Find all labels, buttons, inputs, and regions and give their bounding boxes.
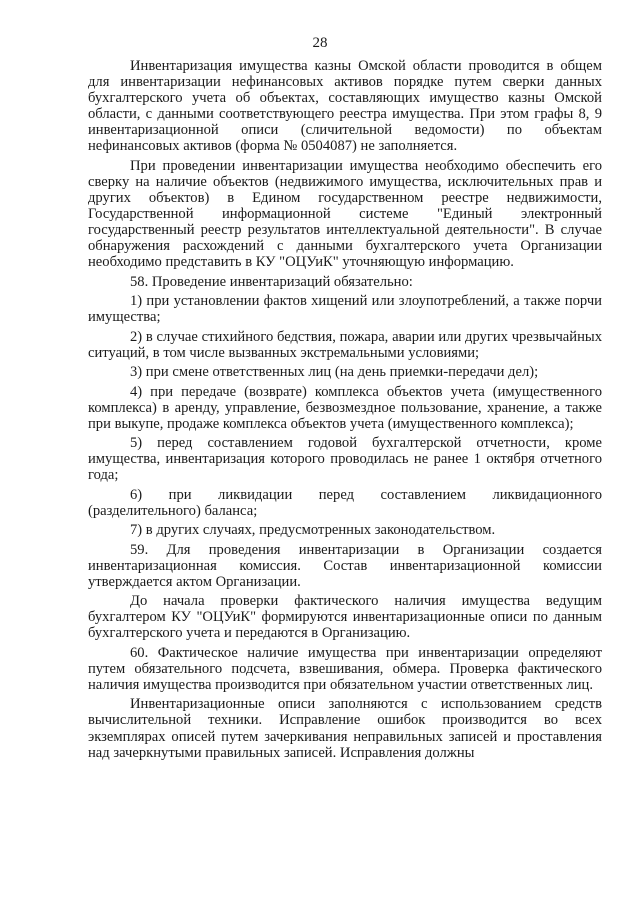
page-number: 28 (312, 35, 328, 51)
paragraph-registry-reconciliation: При проведении инвентаризации имущества необходимо обеспечить его сверку на наличие объектов (недвижимого имущества, исключительных прав и других объектов) в Едином государственном реестре недвижимости, Государственной информационной системе "Единый электронный государственный реестр результатов интеллектуальной деятельности". В случае обнаружения расхождений с данными бухгалтерского учета Организации необходимо представить в КУ "ОЦУиК" уточняющую информацию. (88, 157, 602, 271)
list-item-58-5: 5) перед составлением годовой бухгалтерской отчетности, кроме имущества, инвентаризация которого проводилась не ранее 1 октября отчетного года; (88, 435, 602, 484)
paragraph-60: 60. Фактическое наличие имущества при инвентаризации определяют путем обязательного подсчета, взвешивания, обмера. Проверка фактического наличия имущества производится при обязательном участии ответственных лиц. (88, 644, 602, 693)
paragraph-58-heading: 58. Проведение инвентаризаций обязательно: (130, 273, 413, 290)
document-body (88, 58, 602, 764)
list-item-58-3: 3) при смене ответственных лиц (на день приемки-передачи дел); (130, 364, 539, 381)
paragraph-error-correction: Инвентаризационные описи заполняются с использованием средств вычислительной техники. Исправление ошибок производится во всех экземплярах описей путем зачеркивания неправильных записей и проставления над зачеркнутыми правильных записей. Исправления должны (88, 696, 602, 761)
list-item-58-6: 6) при ликвидации перед составлением ликвидационного (разделительного) баланса; (88, 486, 602, 519)
list-item-58-2: 2) в случае стихийного бедствия, пожара, аварии или других чрезвычайных ситуаций, в том числе вызванных экстремальными условиями; (88, 328, 602, 361)
paragraph-inventory-lists-formation: До начала проверки фактического наличия имущества ведущим бухгалтером КУ "ОЦУиК" формируются инвентаризационные описи по данным бухгалтерского учета и передаются в Организацию. (88, 593, 602, 642)
paragraph-kazna-inventory: Инвентаризация имущества казны Омской области проводится в общем для инвентаризации нефинансовых активов порядке путем сверки данных бухгалтерского учета об объектах, составляющих имущество казны Омской области, с данными соответствующего реестра имущества. При этом графы 8, 9 инвентаризационной описи (сличительной ведомости) по объектам нефинансовых активов (форма № 0504087) не заполняется. (88, 58, 602, 155)
paragraph-59: 59. Для проведения инвентаризации в Организации создается инвентаризационная комиссия. Состав инвентаризационной комиссии утверждается актом Организации. (88, 541, 602, 590)
list-item-58-1: 1) при установлении фактов хищений или злоупотреблений, а также порчи имущества; (88, 293, 602, 326)
list-item-58-4: 4) при передаче (возврате) комплекса объектов учета (имущественного комплекса) в аренду, управление, безвозмездное пользование, хранение, а также при выкупе, продаже комплекса объектов учета (имущественного комплекса); (88, 383, 602, 432)
list-item-58-7: 7) в других случаях, предусмотренных законодательством. (130, 522, 496, 539)
